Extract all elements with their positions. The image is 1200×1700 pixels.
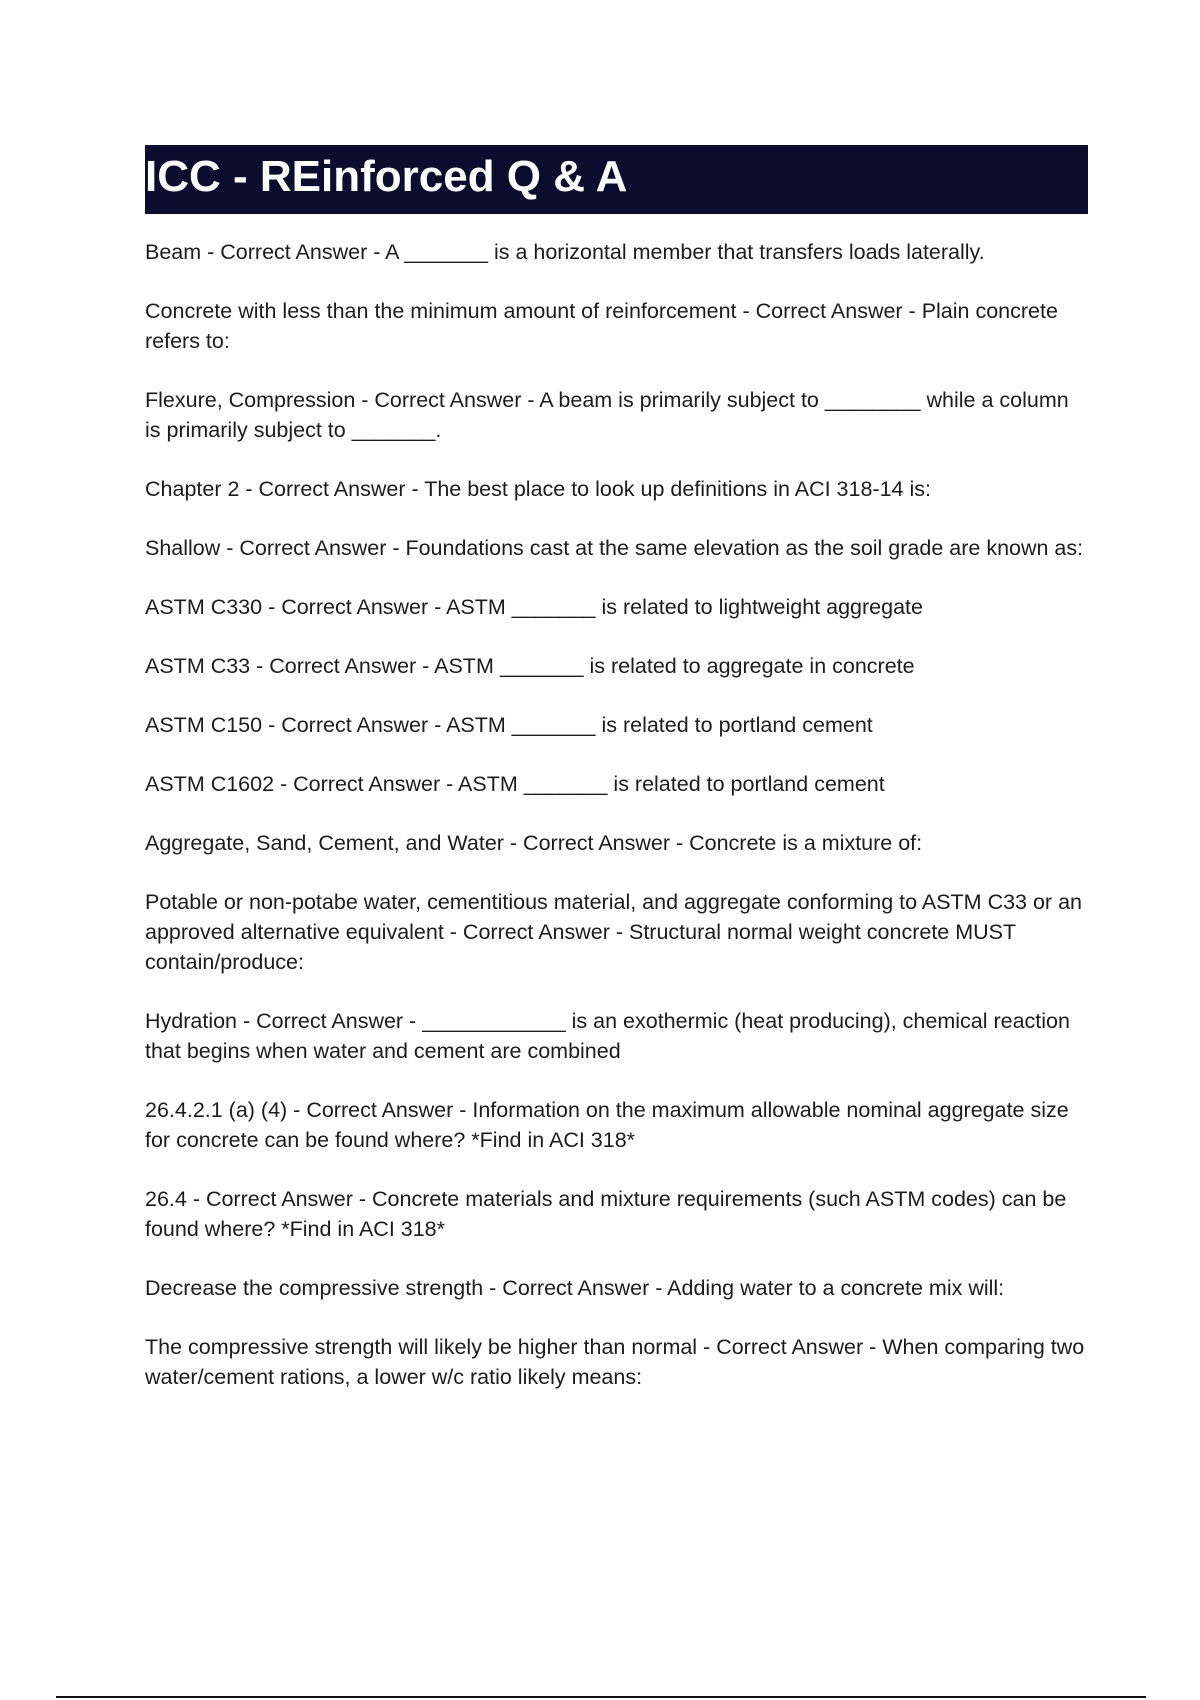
qa-list	[145, 237, 1090, 1421]
title-bar	[145, 145, 1088, 214]
document-title: ICC - REinforced Q & A	[145, 152, 628, 201]
qa-item: Decrease the compressive strength - Correct Answer - Adding water to a concrete mix will:	[145, 1276, 1005, 1300]
qa-item: ASTM C1602 - Correct Answer - ASTM _______ is related to portland cement	[145, 772, 885, 796]
qa-item: Flexure, Compression - Correct Answer - A beam is primarily subject to ________ while a column is primarily subject to _______.	[145, 388, 1069, 442]
qa-item: Concrete with less than the minimum amount of reinforcement - Correct Answer - Plain concrete refers to:	[145, 299, 1058, 353]
qa-item: 26.4 - Correct Answer - Concrete materials and mixture requirements (such ASTM codes) can be found where? *Find in ACI 318*	[145, 1187, 1067, 1241]
qa-item: Beam - Correct Answer - A _______ is a horizontal member that transfers loads laterally.	[145, 240, 985, 264]
qa-item: ASTM C150 - Correct Answer - ASTM _______ is related to portland cement	[145, 713, 873, 737]
qa-item: Chapter 2 - Correct Answer - The best place to look up definitions in ACI 318-14 is:	[145, 477, 931, 501]
footer-divider	[56, 1696, 1146, 1698]
qa-item: Shallow - Correct Answer - Foundations cast at the same elevation as the soil grade are known as:	[145, 536, 1084, 560]
qa-item: ASTM C33 - Correct Answer - ASTM _______ is related to aggregate in concrete	[145, 654, 915, 678]
qa-item: 26.4.2.1 (a) (4) - Correct Answer - Information on the maximum allowable nominal aggregate size for concrete can be found where? *Find in ACI 318*	[145, 1098, 1069, 1152]
qa-item: Hydration - Correct Answer - ____________ is an exothermic (heat producing), chemical reaction that begins when water and cement are combined	[145, 1009, 1070, 1063]
qa-item: Aggregate, Sand, Cement, and Water - Correct Answer - Concrete is a mixture of:	[145, 831, 923, 855]
qa-item: The compressive strength will likely be higher than normal - Correct Answer - When comparing two water/cement rations, a lower w/c ratio likely means:	[145, 1335, 1085, 1389]
qa-item: Potable or non-potabe water, cementitious material, and aggregate conforming to ASTM C33 or an approved alternative equivalent - Correct Answer - Structural normal weight concrete MUST contain/produce:	[145, 890, 1082, 974]
qa-item: ASTM C330 - Correct Answer - ASTM _______ is related to lightweight aggregate	[145, 595, 923, 619]
